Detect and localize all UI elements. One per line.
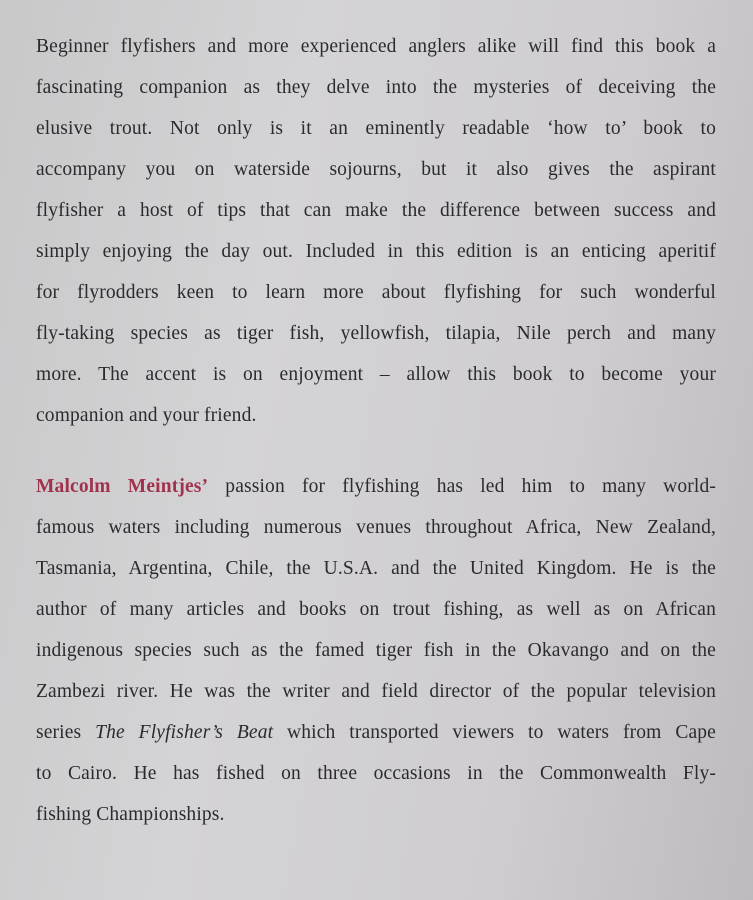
author-bio-paragraph xyxy=(36,466,716,835)
bio-text: which transported viewers to waters from Cape xyxy=(273,722,716,743)
bio-line: author of many articles and books on trout fishing, as well as on African xyxy=(36,599,716,620)
blurb-line: for flyrodders keen to learn more about flyfishing for such wonderful xyxy=(36,282,716,303)
bio-line: famous waters including numerous venues throughout Africa, New Zealand, xyxy=(36,517,716,538)
blurb-line: more. The accent is on enjoyment – allow this book to become your xyxy=(36,364,716,385)
tv-series-title: The Flyfisher’s Beat xyxy=(95,722,274,743)
blurb-line: fly-taking species as tiger fish, yellowfish, tilapia, Nile perch and many xyxy=(36,323,716,344)
blurb-line: accompany you on waterside sojourns, but it also gives the aspirant xyxy=(36,159,716,180)
bio-line: Tasmania, Argentina, Chile, the U.S.A. and the United Kingdom. He is the xyxy=(36,558,716,579)
author-name: Malcolm Meintjes’ xyxy=(36,476,209,497)
bio-line: fishing Championships. xyxy=(36,804,225,825)
bio-line: Zambezi river. He was the writer and field director of the popular television xyxy=(36,681,716,702)
blurb-line: simply enjoying the day out. Included in this edition is an enticing aperitif xyxy=(36,241,716,262)
bio-line xyxy=(36,712,716,753)
blurb-line: flyfisher a host of tips that can make the difference between success and xyxy=(36,200,716,221)
bio-text: series xyxy=(36,722,96,743)
bio-line xyxy=(36,466,716,507)
bio-text: passion for flyfishing has led him to many world- xyxy=(208,476,716,497)
blurb-line: companion and your friend. xyxy=(36,405,257,426)
bio-line: indigenous species such as the famed tiger fish in the Okavango and on the xyxy=(36,640,716,661)
bio-line: to Cairo. He has fished on three occasions in the Commonwealth Fly- xyxy=(36,763,716,784)
blurb-line: Beginner flyfishers and more experienced anglers alike will find this book a xyxy=(36,36,716,57)
blurb-line: fascinating companion as they delve into the mysteries of deceiving the xyxy=(36,77,716,98)
book-blurb-paragraph xyxy=(36,26,716,436)
blurb-line: elusive trout. Not only is it an eminently readable ‘how to’ book to xyxy=(36,118,716,139)
